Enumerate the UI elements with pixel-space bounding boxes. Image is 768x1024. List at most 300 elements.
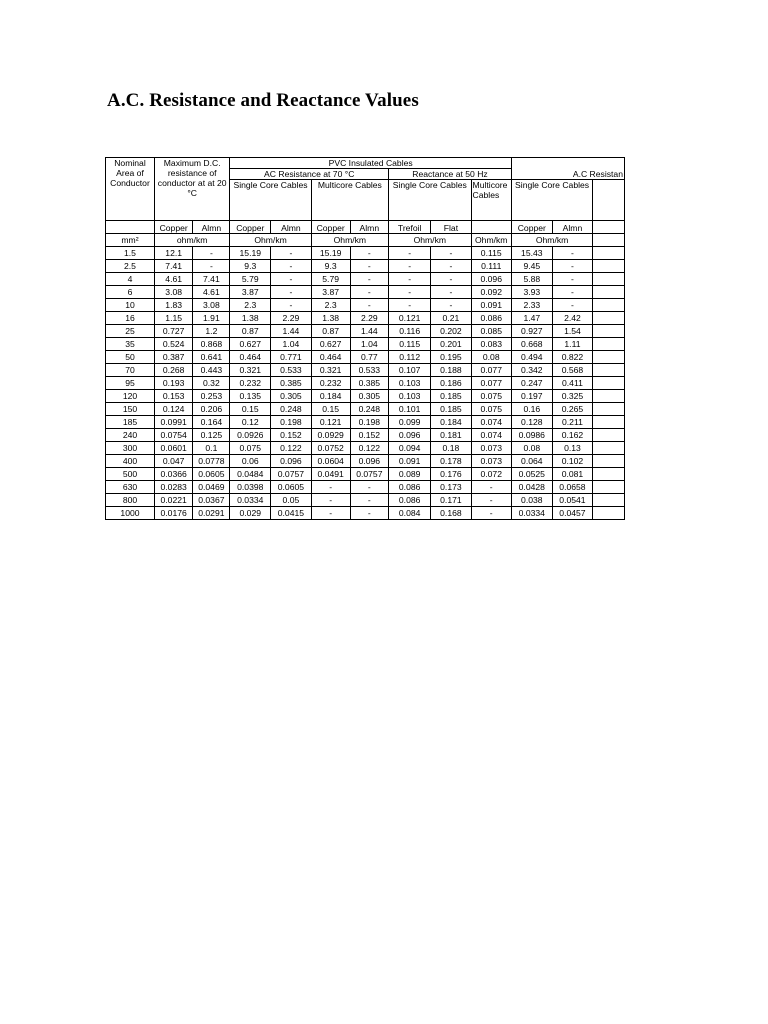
cell-value: - xyxy=(350,299,388,312)
table-row xyxy=(106,299,625,312)
header-blank-cell xyxy=(471,221,511,234)
table-row xyxy=(106,481,625,494)
cell-value: 0.0604 xyxy=(311,455,350,468)
cell-value: 0.101 xyxy=(389,403,431,416)
cell-value: 0.073 xyxy=(471,442,511,455)
resistance-reactance-table xyxy=(105,157,625,520)
cell-value: - xyxy=(311,494,350,507)
cell-value: 0.253 xyxy=(193,390,230,403)
cell-blank xyxy=(593,429,625,442)
cell-value: 0.178 xyxy=(431,455,471,468)
cell-value: 0.411 xyxy=(552,377,593,390)
header-copper: Copper xyxy=(154,221,192,234)
cell-value: 0.387 xyxy=(154,351,192,364)
cell-value: 0.047 xyxy=(154,455,192,468)
cell-value: - xyxy=(350,260,388,273)
cell-value: 0.868 xyxy=(193,338,230,351)
cell-value: 0.091 xyxy=(471,299,511,312)
cell-value: 0.198 xyxy=(271,416,312,429)
cell-value: 15.19 xyxy=(311,247,350,260)
cell-value: 0.168 xyxy=(431,507,471,520)
cell-value: 0.185 xyxy=(431,403,471,416)
cell-value: 15.43 xyxy=(511,247,552,260)
cell-value: 1.44 xyxy=(350,325,388,338)
cell-value: 5.79 xyxy=(311,273,350,286)
cell-area: 1.5 xyxy=(106,247,155,260)
page-title: A.C. Resistance and Reactance Values xyxy=(107,90,419,111)
cell-value: 0.524 xyxy=(154,338,192,351)
cell-value: 0.122 xyxy=(350,442,388,455)
table-row xyxy=(106,260,625,273)
cell-value: 0.185 xyxy=(431,390,471,403)
header-pvc-insulated: PVC Insulated Cables xyxy=(230,158,512,169)
unit-ohm-km: Ohm/km xyxy=(311,234,388,247)
cell-value: - xyxy=(431,286,471,299)
cell-value: 0.0541 xyxy=(552,494,593,507)
cell-value: - xyxy=(271,286,312,299)
header-trefoil: Trefoil xyxy=(389,221,431,234)
cell-value: 0.727 xyxy=(154,325,192,338)
cell-area: 95 xyxy=(106,377,155,390)
cell-value: 2.3 xyxy=(311,299,350,312)
cell-blank xyxy=(593,442,625,455)
cell-value: 0.103 xyxy=(389,390,431,403)
cell-blank xyxy=(593,260,625,273)
cell-value: 0.0525 xyxy=(511,468,552,481)
cell-value: - xyxy=(311,507,350,520)
cell-value: 0.0484 xyxy=(230,468,271,481)
cell-value: 5.79 xyxy=(230,273,271,286)
cell-value: - xyxy=(471,481,511,494)
header-nominal-area: Nominal Area of Conductor xyxy=(106,158,155,221)
cell-value: 0.265 xyxy=(552,403,593,416)
cell-area: 50 xyxy=(106,351,155,364)
cell-value: 0.184 xyxy=(431,416,471,429)
cell-area: 10 xyxy=(106,299,155,312)
cell-value: 0.164 xyxy=(193,416,230,429)
cell-value: 0.232 xyxy=(311,377,350,390)
cell-value: 0.206 xyxy=(193,403,230,416)
table-row xyxy=(106,286,625,299)
cell-value: 0.115 xyxy=(389,338,431,351)
table-row xyxy=(106,507,625,520)
cell-value: 0.641 xyxy=(193,351,230,364)
cell-value: 0.0757 xyxy=(271,468,312,481)
cell-value: 0.116 xyxy=(389,325,431,338)
cell-area: 70 xyxy=(106,364,155,377)
cell-value: 0.0457 xyxy=(552,507,593,520)
header-single-core-ac: Single Core Cables xyxy=(511,180,592,221)
cell-value: 0.102 xyxy=(552,455,593,468)
unit-ohm-km: Ohm/km xyxy=(511,234,592,247)
cell-value: 1.15 xyxy=(154,312,192,325)
header-almn: Almn xyxy=(193,221,230,234)
cell-value: 0.0221 xyxy=(154,494,192,507)
header-blank-cell xyxy=(593,221,625,234)
cell-value: 0.074 xyxy=(471,416,511,429)
cell-value: 0.21 xyxy=(431,312,471,325)
cell-value: 0.08 xyxy=(511,442,552,455)
header-almn: Almn xyxy=(350,221,388,234)
cell-value: 2.42 xyxy=(552,312,593,325)
cell-value: 0.385 xyxy=(350,377,388,390)
cell-value: - xyxy=(311,481,350,494)
header-almn: Almn xyxy=(552,221,593,234)
header-flat: Flat xyxy=(431,221,471,234)
cell-value: 0.074 xyxy=(471,429,511,442)
cell-blank xyxy=(593,494,625,507)
cell-value: 1.44 xyxy=(271,325,312,338)
cell-value: - xyxy=(350,273,388,286)
cell-value: 0.184 xyxy=(311,390,350,403)
cell-value: - xyxy=(431,260,471,273)
cell-value: - xyxy=(350,481,388,494)
cell-value: - xyxy=(350,507,388,520)
cell-value: 0.0752 xyxy=(311,442,350,455)
cell-value: 0.0415 xyxy=(271,507,312,520)
cell-value: 0.0778 xyxy=(193,455,230,468)
cell-value: 0.096 xyxy=(271,455,312,468)
cell-value: 0.086 xyxy=(389,494,431,507)
cell-area: 800 xyxy=(106,494,155,507)
cell-value: 0.096 xyxy=(389,429,431,442)
cell-value: 0.15 xyxy=(311,403,350,416)
cell-value: 0.771 xyxy=(271,351,312,364)
table-row xyxy=(106,325,625,338)
table-body xyxy=(106,247,625,520)
cell-area: 120 xyxy=(106,390,155,403)
cell-value: 2.3 xyxy=(230,299,271,312)
cell-value: 0.305 xyxy=(271,390,312,403)
cell-value: 0.0991 xyxy=(154,416,192,429)
cell-value: 0.0491 xyxy=(311,468,350,481)
cell-value: 7.41 xyxy=(154,260,192,273)
cell-value: 0.094 xyxy=(389,442,431,455)
table-row xyxy=(106,429,625,442)
cell-value: 0.086 xyxy=(471,312,511,325)
cell-value: 0.0334 xyxy=(511,507,552,520)
cell-value: - xyxy=(389,273,431,286)
header-multicore: Multicore Cables xyxy=(311,180,388,221)
cell-value: - xyxy=(193,260,230,273)
table-row xyxy=(106,403,625,416)
cell-value: 1.2 xyxy=(193,325,230,338)
cell-value: 0.18 xyxy=(431,442,471,455)
cell-value: 0.075 xyxy=(230,442,271,455)
cell-value: 0.321 xyxy=(311,364,350,377)
cell-value: 0.494 xyxy=(511,351,552,364)
cell-value: 0.05 xyxy=(271,494,312,507)
cell-value: 0.112 xyxy=(389,351,431,364)
cell-value: 0.186 xyxy=(431,377,471,390)
cell-area: 400 xyxy=(106,455,155,468)
header-single-core: Single Core Cables xyxy=(230,180,311,221)
cell-value: 0.107 xyxy=(389,364,431,377)
cell-value: 0.135 xyxy=(230,390,271,403)
cell-value: - xyxy=(431,273,471,286)
table-row xyxy=(106,351,625,364)
unit-mm2: mm² xyxy=(106,234,155,247)
cell-value: 15.19 xyxy=(230,247,271,260)
cell-value: - xyxy=(350,247,388,260)
table-row xyxy=(106,468,625,481)
cell-value: 1.04 xyxy=(271,338,312,351)
cell-blank xyxy=(593,403,625,416)
cell-value: 0.176 xyxy=(431,468,471,481)
cell-value: 0.075 xyxy=(471,403,511,416)
cell-value: - xyxy=(193,247,230,260)
cell-value: 0.0605 xyxy=(193,468,230,481)
cell-area: 185 xyxy=(106,416,155,429)
cell-value: 0.128 xyxy=(511,416,552,429)
cell-value: - xyxy=(552,299,593,312)
cell-value: 0.152 xyxy=(350,429,388,442)
cell-value: 0.325 xyxy=(552,390,593,403)
table-container xyxy=(105,157,625,557)
unit-ohm-km: Ohm/km xyxy=(230,234,311,247)
cell-value: 0.0366 xyxy=(154,468,192,481)
cell-value: 0.06 xyxy=(230,455,271,468)
header-ac-resistance-partial: A.C Resistan xyxy=(511,169,624,180)
table-row xyxy=(106,312,625,325)
cell-value: - xyxy=(350,494,388,507)
cell-value: 0.568 xyxy=(552,364,593,377)
cell-value: 0.081 xyxy=(552,468,593,481)
cell-value: 0.198 xyxy=(350,416,388,429)
cell-value: 0.084 xyxy=(389,507,431,520)
cell-value: 0.0469 xyxy=(193,481,230,494)
cell-value: 0.188 xyxy=(431,364,471,377)
cell-value: 0.87 xyxy=(230,325,271,338)
cell-value: 0.029 xyxy=(230,507,271,520)
header-copper: Copper xyxy=(511,221,552,234)
unit-ohm-km: Ohm/km xyxy=(471,234,511,247)
cell-value: 0.268 xyxy=(154,364,192,377)
cell-blank xyxy=(593,390,625,403)
cell-value: 0.32 xyxy=(193,377,230,390)
cell-value: 0.091 xyxy=(389,455,431,468)
cell-value: 3.87 xyxy=(230,286,271,299)
table-row xyxy=(106,494,625,507)
cell-value: 0.152 xyxy=(271,429,312,442)
cell-blank xyxy=(593,286,625,299)
cell-value: 0.248 xyxy=(271,403,312,416)
cell-area: 150 xyxy=(106,403,155,416)
cell-value: - xyxy=(552,273,593,286)
cell-value: 0.083 xyxy=(471,338,511,351)
cell-value: 0.038 xyxy=(511,494,552,507)
cell-value: 0.086 xyxy=(389,481,431,494)
header-max-dc-resistance: Maximum D.C. resistance of conductor at at 20 °C xyxy=(154,158,229,221)
cell-value: 7.41 xyxy=(193,273,230,286)
cell-blank xyxy=(593,481,625,494)
cell-area: 25 xyxy=(106,325,155,338)
cell-value: 0.072 xyxy=(471,468,511,481)
cell-value: 0.096 xyxy=(471,273,511,286)
cell-value: 0.533 xyxy=(271,364,312,377)
cell-value: 0.0929 xyxy=(311,429,350,442)
cell-value: 3.87 xyxy=(311,286,350,299)
cell-value: 0.115 xyxy=(471,247,511,260)
cell-value: 1.83 xyxy=(154,299,192,312)
cell-blank xyxy=(593,247,625,260)
cell-value: 0.089 xyxy=(389,468,431,481)
cell-blank xyxy=(593,273,625,286)
cell-blank xyxy=(593,364,625,377)
cell-blank xyxy=(593,416,625,429)
cell-value: - xyxy=(471,494,511,507)
cell-value: 0.385 xyxy=(271,377,312,390)
cell-value: 0.099 xyxy=(389,416,431,429)
cell-value: 0.173 xyxy=(431,481,471,494)
cell-value: 0.0334 xyxy=(230,494,271,507)
cell-value: 0.077 xyxy=(471,364,511,377)
cell-value: - xyxy=(431,299,471,312)
cell-value: - xyxy=(271,260,312,273)
cell-value: 0.0605 xyxy=(271,481,312,494)
header-single-core-reactance: Single Core Cables xyxy=(389,180,472,221)
table-row xyxy=(106,416,625,429)
cell-value: 0.077 xyxy=(471,377,511,390)
cell-value: 0.153 xyxy=(154,390,192,403)
cell-value: 0.085 xyxy=(471,325,511,338)
cell-blank xyxy=(593,338,625,351)
cell-value: 0.15 xyxy=(230,403,271,416)
cell-value: 0.171 xyxy=(431,494,471,507)
cell-value: 2.29 xyxy=(350,312,388,325)
cell-value: 0.16 xyxy=(511,403,552,416)
cell-value: 0.822 xyxy=(552,351,593,364)
cell-value: 0.232 xyxy=(230,377,271,390)
cell-value: 1.38 xyxy=(230,312,271,325)
cell-value: 0.0601 xyxy=(154,442,192,455)
cell-value: 4.61 xyxy=(193,286,230,299)
cell-value: 0.247 xyxy=(511,377,552,390)
cell-value: 0.627 xyxy=(311,338,350,351)
cell-value: - xyxy=(389,286,431,299)
unit-blank xyxy=(593,234,625,247)
cell-value: 0.0986 xyxy=(511,429,552,442)
cell-blank xyxy=(593,351,625,364)
cell-value: 0.248 xyxy=(350,403,388,416)
cell-value: 0.181 xyxy=(431,429,471,442)
header-reactance-50hz: Reactance at 50 Hz xyxy=(389,169,512,180)
cell-value: 0.464 xyxy=(311,351,350,364)
cell-value: - xyxy=(552,247,593,260)
cell-value: 0.0291 xyxy=(193,507,230,520)
cell-value: 2.29 xyxy=(271,312,312,325)
cell-value: - xyxy=(471,507,511,520)
cell-value: 0.121 xyxy=(389,312,431,325)
cell-value: 0.342 xyxy=(511,364,552,377)
cell-value: 0.096 xyxy=(350,455,388,468)
cell-value: 0.0398 xyxy=(230,481,271,494)
cell-value: - xyxy=(389,260,431,273)
header-multicore-reactance: Multicore Cables xyxy=(471,180,511,221)
cell-value: 3.08 xyxy=(154,286,192,299)
cell-area: 2.5 xyxy=(106,260,155,273)
cell-value: - xyxy=(271,299,312,312)
cell-value: - xyxy=(271,247,312,260)
cell-area: 35 xyxy=(106,338,155,351)
cell-value: 1.38 xyxy=(311,312,350,325)
cell-area: 4 xyxy=(106,273,155,286)
cell-value: 1.47 xyxy=(511,312,552,325)
cell-value: 0.1 xyxy=(193,442,230,455)
cell-value: 0.195 xyxy=(431,351,471,364)
cell-value: 0.124 xyxy=(154,403,192,416)
table-row xyxy=(106,247,625,260)
cell-area: 630 xyxy=(106,481,155,494)
cell-value: 0.103 xyxy=(389,377,431,390)
cell-value: 0.927 xyxy=(511,325,552,338)
cell-value: 0.197 xyxy=(511,390,552,403)
header-copper: Copper xyxy=(230,221,271,234)
cell-value: 0.0283 xyxy=(154,481,192,494)
cell-blank xyxy=(593,377,625,390)
cell-value: 0.0176 xyxy=(154,507,192,520)
cell-value: 0.12 xyxy=(230,416,271,429)
cell-value: 0.533 xyxy=(350,364,388,377)
cell-value: 0.305 xyxy=(350,390,388,403)
cell-value: 0.122 xyxy=(271,442,312,455)
cell-value: 0.092 xyxy=(471,286,511,299)
cell-value: - xyxy=(271,273,312,286)
cell-value: 9.3 xyxy=(230,260,271,273)
table-row xyxy=(106,364,625,377)
cell-value: 9.45 xyxy=(511,260,552,273)
cell-value: 0.162 xyxy=(552,429,593,442)
cell-value: 0.87 xyxy=(311,325,350,338)
cell-value: 4.61 xyxy=(154,273,192,286)
cell-value: 0.075 xyxy=(471,390,511,403)
cell-value: 0.201 xyxy=(431,338,471,351)
cell-value: 0.321 xyxy=(230,364,271,377)
cell-value: 3.08 xyxy=(193,299,230,312)
cell-value: - xyxy=(552,260,593,273)
cell-value: 0.0757 xyxy=(350,468,388,481)
cell-area: 6 xyxy=(106,286,155,299)
cell-value: 2.33 xyxy=(511,299,552,312)
cell-value: 0.13 xyxy=(552,442,593,455)
cell-value: 0.0754 xyxy=(154,429,192,442)
cell-value: - xyxy=(552,286,593,299)
cell-value: 0.064 xyxy=(511,455,552,468)
header-ac-resistance-70: AC Resistance at 70 °C xyxy=(230,169,389,180)
cell-blank xyxy=(593,312,625,325)
cell-value: 0.77 xyxy=(350,351,388,364)
cell-area: 500 xyxy=(106,468,155,481)
cell-value: - xyxy=(431,247,471,260)
cell-blank xyxy=(593,299,625,312)
table-row xyxy=(106,377,625,390)
cell-value: 0.668 xyxy=(511,338,552,351)
cell-blank xyxy=(593,455,625,468)
cell-area: 240 xyxy=(106,429,155,442)
cell-value: - xyxy=(389,247,431,260)
cell-value: 0.0926 xyxy=(230,429,271,442)
cell-value: 0.202 xyxy=(431,325,471,338)
cell-value: 0.073 xyxy=(471,455,511,468)
header-blank xyxy=(511,158,624,169)
cell-area: 1000 xyxy=(106,507,155,520)
cell-value: - xyxy=(389,299,431,312)
cell-value: - xyxy=(350,286,388,299)
table-row xyxy=(106,455,625,468)
cell-value: 1.91 xyxy=(193,312,230,325)
cell-value: 0.443 xyxy=(193,364,230,377)
cell-value: 0.08 xyxy=(471,351,511,364)
